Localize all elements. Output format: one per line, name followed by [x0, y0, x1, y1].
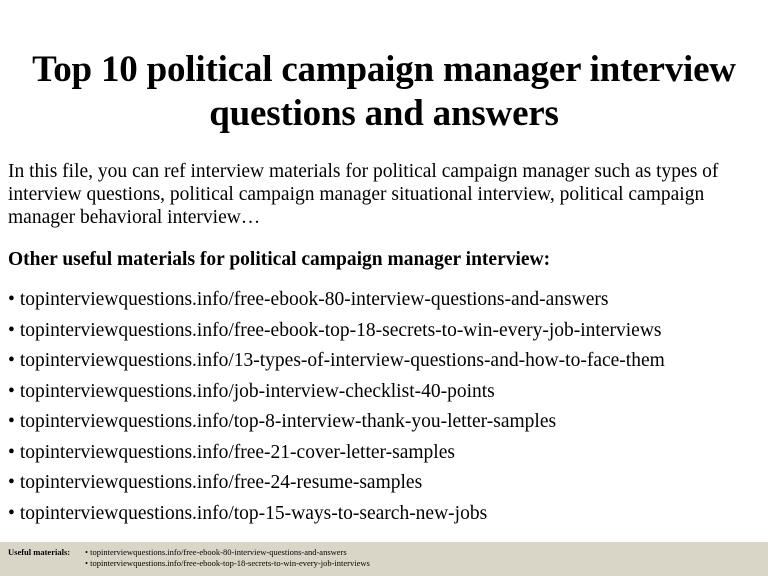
material-link[interactable]: topinterviewquestions.info/job-interview-checklist-40-points — [19, 380, 495, 402]
footer-label — [8, 547, 70, 558]
materials-link-list — [8, 288, 763, 532]
footer-label-separator: : — [67, 547, 71, 557]
footer-list-item — [85, 547, 370, 558]
material-link[interactable]: topinterviewquestions.info/free-21-cover-letter-samples — [19, 441, 455, 463]
bullet-icon: • — [8, 380, 15, 402]
footer-label-text: Useful materials — [8, 547, 68, 557]
bullet-icon: • — [8, 411, 15, 432]
list-item — [8, 288, 763, 319]
footer-link[interactable]: topinterviewquestions.info/free-ebook-top-18-secrets-to-win-every-job-interviews — [90, 558, 370, 568]
footer-bar — [0, 542, 768, 576]
materials-subheading: Other useful materials for political campaign manager interview: — [8, 249, 551, 270]
footer-bullet-icon: • — [85, 547, 88, 557]
bullet-icon: • — [8, 441, 15, 463]
page-title-line-1: Top 10 political campaign manager interview — [32, 49, 736, 90]
footer-bullet-icon: • — [85, 558, 88, 568]
list-item — [8, 441, 763, 472]
list-item — [8, 502, 763, 533]
bullet-icon: • — [8, 350, 15, 371]
page-title — [0, 48, 768, 136]
material-link[interactable]: topinterviewquestions.info/13-types-of-interview-questions-and-how-to-face-them — [19, 350, 665, 371]
bullet-icon: • — [8, 289, 15, 310]
list-item — [8, 380, 763, 411]
material-link[interactable]: topinterviewquestions.info/free-ebook-80-interview-questions-and-answers — [19, 289, 609, 310]
bullet-icon: • — [8, 319, 15, 341]
list-item — [8, 319, 763, 350]
footer-link[interactable]: topinterviewquestions.info/free-ebook-80-interview-questions-and-answers — [90, 547, 347, 557]
page-title-line-2: questions and answers — [209, 93, 559, 134]
bullet-icon: • — [8, 472, 15, 493]
material-link[interactable]: topinterviewquestions.info/top-15-ways-to-search-new-jobs — [19, 502, 488, 524]
material-link[interactable]: topinterviewquestions.info/top-8-interview-thank-you-letter-samples — [19, 411, 557, 432]
footer-list-item — [85, 558, 370, 569]
list-item — [8, 471, 763, 502]
intro-paragraph: In this file, you can ref interview materials for political campaign manager such as types of interview questions, political campaign manager situational interview, political campaign manager behavioral interview… — [8, 161, 719, 228]
material-link[interactable]: topinterviewquestions.info/free-24-resume-samples — [19, 472, 423, 493]
list-item — [8, 410, 763, 441]
footer-link-list — [85, 547, 370, 569]
material-link[interactable]: topinterviewquestions.info/free-ebook-top-18-secrets-to-win-every-job-interviews — [19, 319, 662, 341]
list-item — [8, 349, 763, 380]
bullet-icon: • — [8, 502, 15, 524]
